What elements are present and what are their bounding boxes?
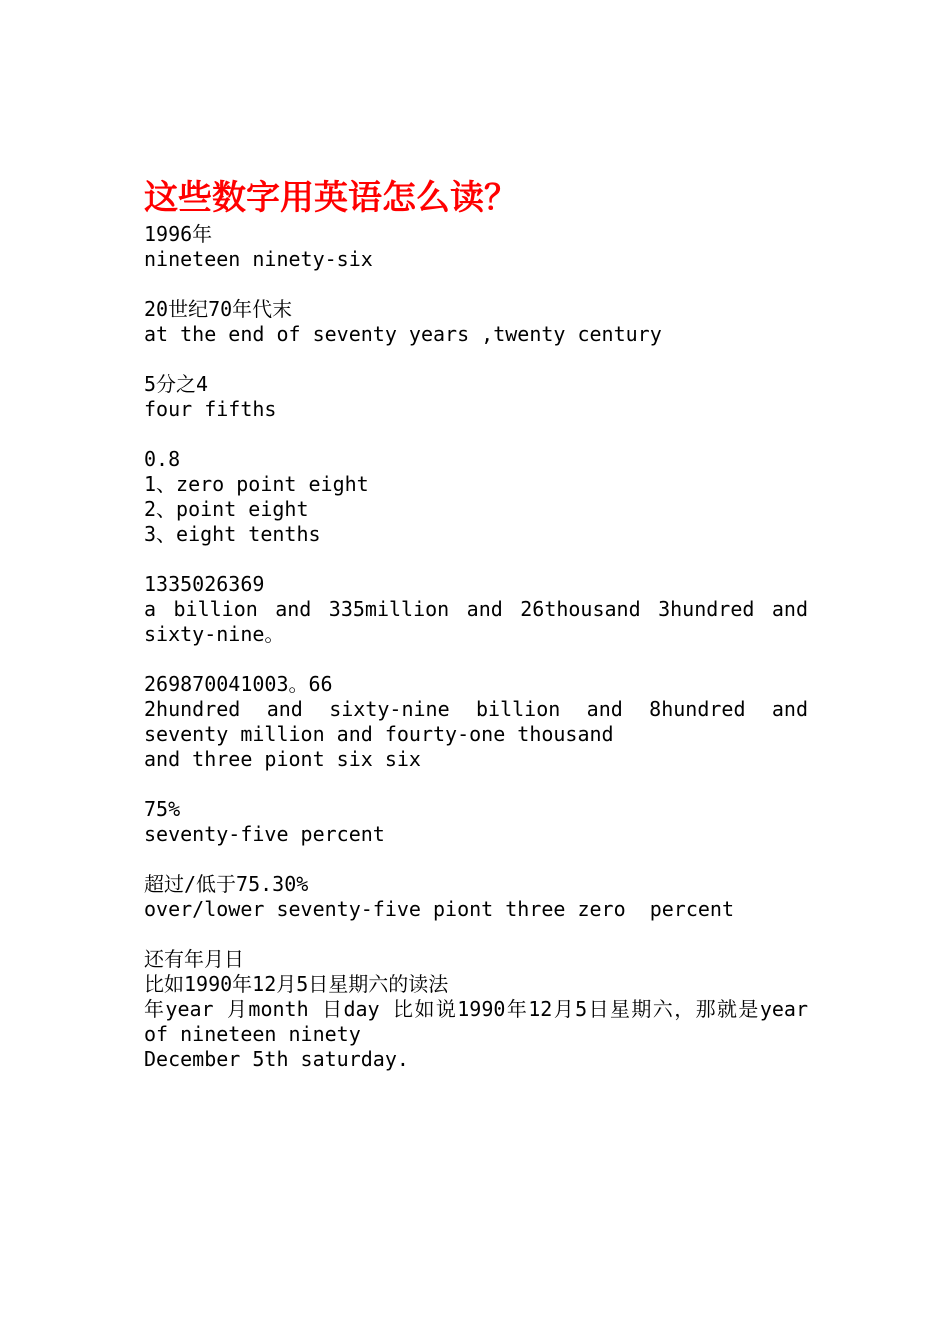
very-large-number-reading-tail: and three piont six six (144, 747, 421, 771)
year-number: 1996年 (144, 222, 213, 246)
decimal-reading-2: 2、point eight (144, 497, 309, 521)
dates-heading: 还有年月日 (144, 947, 244, 971)
page-title: 这些数字用英语怎么读？ (144, 178, 518, 218)
section-over-under (144, 872, 808, 922)
fraction-reading: four fifths (144, 397, 277, 421)
decimal-reading-3: 3、eight tenths (144, 522, 321, 546)
percent-reading: seventy-five percent (144, 822, 385, 846)
document-page (144, 174, 808, 1097)
section-very-large-number (144, 672, 808, 772)
dates-example: 比如1990年12月5日星期六的读法 (144, 972, 449, 996)
over-under-reading: over/lower seventy-five piont three zero percent (144, 897, 735, 921)
section-year (144, 222, 808, 272)
large-number-reading: a billion and 335million and 26thousand 3hundred and sixty-nine。 (144, 597, 808, 646)
dates-explanation-tail: December 5th saturday. (144, 1047, 409, 1071)
section-fraction (144, 372, 808, 422)
century-number: 20世纪70年代末 (144, 297, 293, 321)
year-reading: nineteen ninety-six (144, 247, 373, 271)
section-percent (144, 797, 808, 847)
century-reading: at the end of seventy years ,twenty century (144, 322, 662, 346)
decimal-reading-1: 1、zero point eight (144, 472, 369, 496)
dates-explanation: 年year 月month 日day 比如说1990年12月5日星期六，那就是year of nineteen ninety (144, 997, 808, 1046)
very-large-number-value: 269870041003。66 (144, 672, 333, 696)
fraction-number: 5分之4 (144, 372, 209, 396)
over-under-value: 超过/低于75.30% (144, 872, 309, 896)
section-dates (144, 947, 808, 1072)
very-large-number-reading: 2hundred and sixty-nine billion and 8hundred and seventy million and fourty-one thousand (144, 697, 808, 746)
large-number-value: 1335026369 (144, 572, 265, 596)
decimal-number: 0.8 (144, 447, 181, 471)
percent-value: 75% (144, 797, 181, 821)
section-century (144, 297, 808, 347)
section-large-number (144, 572, 808, 647)
section-decimal (144, 447, 808, 547)
